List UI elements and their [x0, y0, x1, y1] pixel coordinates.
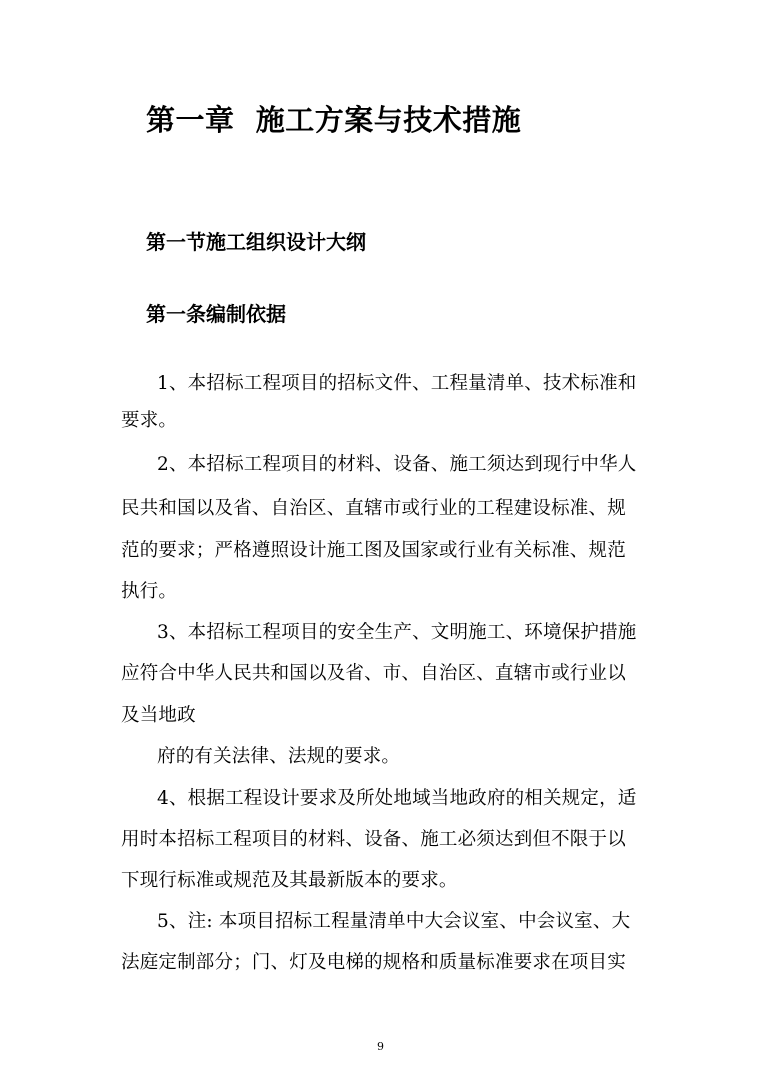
paragraph-1-line-2: 要求。: [121, 410, 178, 431]
paragraph-4-line-3: 下现行标准或规范及其最新版本的要求。: [121, 870, 458, 891]
paragraph-3-line-3: 及当地政: [121, 705, 196, 726]
paragraph-3-line-4: 府的有关法律、法规的要求。: [157, 746, 401, 767]
paragraph-5-line-2: 法庭定制部分；门、灯及电梯的规格和质量标准要求在项目实: [121, 952, 626, 973]
paragraph-2-line-4: 执行。: [121, 581, 178, 602]
paragraph-3-line-1: 3、本招标工程项目的安全生产、文明施工、环境保护措施: [157, 622, 637, 643]
chapter-title: 第一章 施工方案与技术措施: [146, 103, 522, 137]
paragraph-4-line-2: 用时本招标工程项目的材料、设备、施工必须达到但不限于以: [121, 829, 626, 850]
paragraph-3-line-2: 应符合中华人民共和国以及省、市、自治区、直辖市或行业以: [121, 663, 626, 684]
paragraph-2-line-2: 民共和国以及省、自治区、直辖市或行业的工程建设标准、规: [121, 498, 626, 519]
paragraph-2-line-1: 2、本招标工程项目的材料、设备、施工须达到现行中华人: [157, 454, 637, 475]
article-title: 第一条编制依据: [146, 302, 286, 326]
page-number: 9: [377, 1040, 384, 1053]
paragraph-4-line-1: 4、根据工程设计要求及所处地域当地政府的相关规定，适: [157, 788, 637, 809]
paragraph-2-line-3: 范的要求；严格遵照设计施工图及国家或行业有关标准、规范: [121, 540, 626, 561]
section-title: 第一节施工组织设计大纲: [146, 230, 366, 254]
paragraph-5-line-1: 5、注: 本项目招标工程量清单中大会议室、中会议室、大: [157, 911, 631, 932]
paragraph-1-line-1: 1、本招标工程项目的招标文件、工程量清单、技术标准和: [157, 373, 637, 394]
